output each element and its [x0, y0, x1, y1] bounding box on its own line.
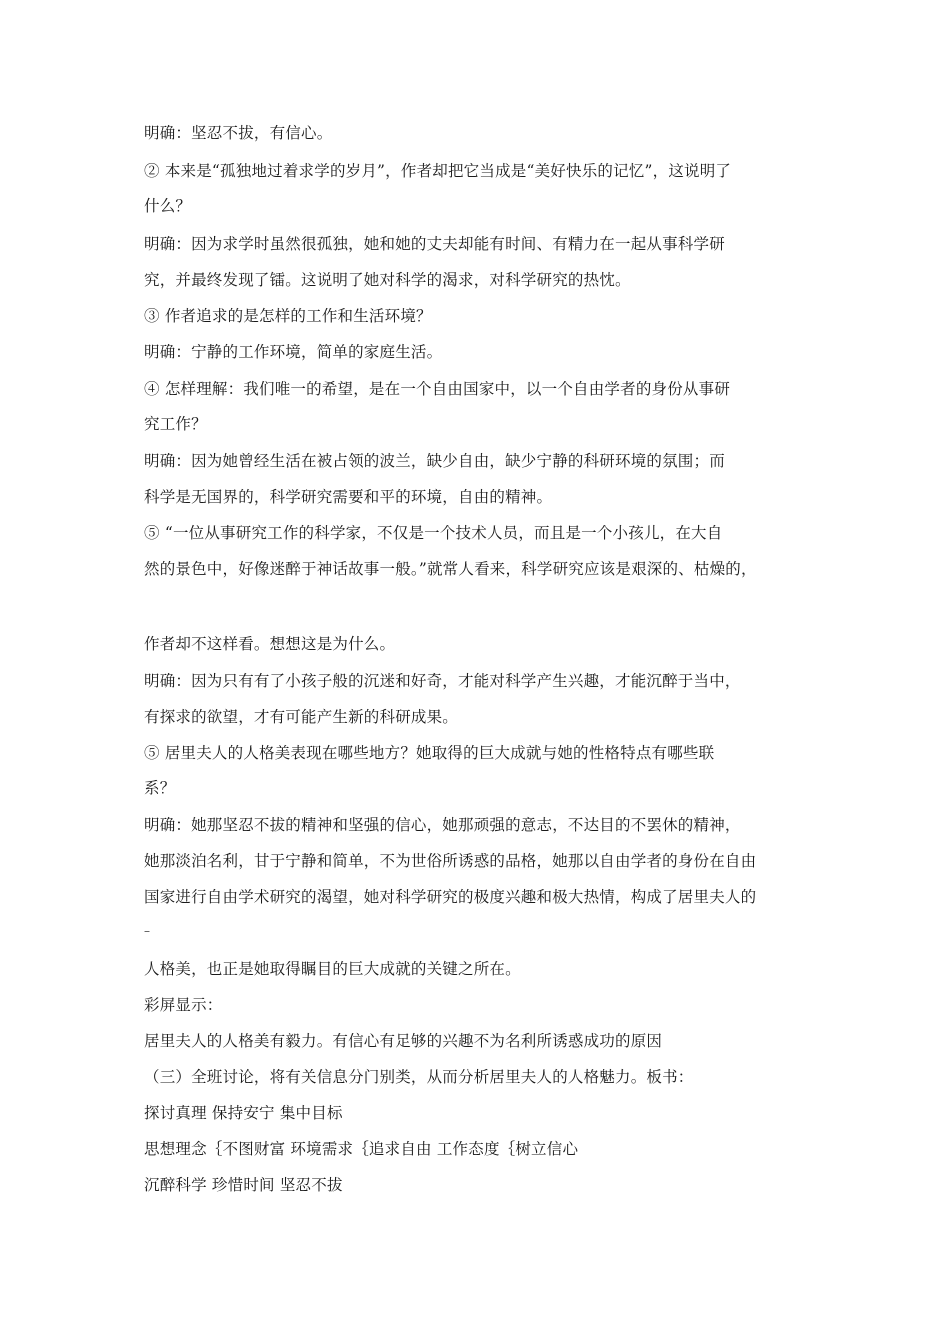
slide-heading-line: 彩屏显示： [144, 996, 223, 1014]
answer-line: 明确：她那坚忍不拔的精神和坚强的信心，她那顽强的意志，不达目的不罢休的精神， [144, 816, 741, 834]
text-line: 究，并最终发现了镭。这说明了她对科学的渴求，对科学研究的热忱。 [144, 271, 631, 289]
text-line: 人格美，也正是她取得瞩目的巨大成就的关键之所在。 [144, 960, 521, 978]
text-line: 什么？ [144, 197, 192, 215]
text-line: 然的景色中，好像迷醉于神话故事一般。”就常人看来，科学研究应该是艰深的、枯燥的， [144, 560, 757, 578]
answer-line: 明确：因为她曾经生活在被占领的波兰，缺少自由，缺少宁静的科研环境的氛围；而 [144, 452, 725, 470]
text-line: 明确：坚忍不拔，有信心。 [144, 124, 333, 142]
question-4-line: ④ 怎样理解：我们唯一的希望，是在一个自由国家中，以一个自由学者的身份从事研 [144, 380, 731, 398]
stray-dash-mark: – [144, 924, 150, 938]
text-line: 有探求的欲望，才有可能产生新的科研成果。 [144, 708, 459, 726]
question-3-line: ③ 作者追求的是怎样的工作和生活环境？ [144, 307, 432, 325]
answer-line: 明确：宁静的工作环境，简单的家庭生活。 [144, 343, 443, 361]
slide-content-line: 居里夫人的人格美有毅力。有信心有足够的兴趣不为名利所诱惑成功的原因 [144, 1032, 663, 1050]
text-line: 国家进行自由学术研究的渴望，她对科学研究的极度兴趣和极大热情，构成了居里夫人的 [144, 888, 757, 906]
board-line-3: 沉醉科学 珍惜时间 坚忍不拔 [144, 1176, 343, 1194]
text-line: 究工作？ [144, 415, 207, 433]
text-line: 她那淡泊名利，甘于宁静和简单，不为世俗所诱惑的品格，她那以自由学者的身份在自由 [144, 852, 757, 870]
answer-line: 明确：因为只有有了小孩子般的沉迷和好奇，才能对科学产生兴趣，才能沉醉于当中， [144, 672, 741, 690]
answer-line: 明确：因为求学时虽然很孤独，她和她的丈夫却能有时间、有精力在一起从事科学研 [144, 235, 725, 253]
section-3-line: （三）全班讨论，将有关信息分门别类，从而分析居里夫人的人格魅力。板书： [144, 1068, 694, 1086]
board-line-2: 思想理念｛不图财富 环境需求｛追求自由 工作态度｛树立信心 [144, 1140, 579, 1158]
question-5b-line: ⑤ 居里夫人的人格美表现在哪些地方？她取得的巨大成就与她的性格特点有哪些联 [144, 744, 715, 762]
text-line: 系？ [144, 779, 176, 797]
text-line: 科学是无国界的，科学研究需要和平的环境，自由的精神。 [144, 488, 553, 506]
board-line-1: 探讨真理 保持安宁 集中目标 [144, 1104, 343, 1122]
question-5-line: ⑤ “一位从事研究工作的科学家，不仅是一个技术人员，而且是一个小孩儿，在大自 [144, 524, 723, 542]
question-2-line: ② 本来是“孤独地过着求学的岁月”，作者却把它当成是“美好快乐的记忆”，这说明了 [144, 162, 732, 180]
text-line: 作者却不这样看。想想这是为什么。 [144, 635, 396, 653]
